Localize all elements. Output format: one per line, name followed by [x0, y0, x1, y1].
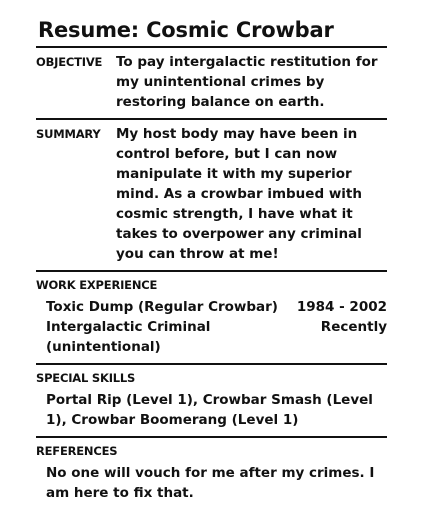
work-experience-section — [36, 272, 387, 363]
summary-label: SUMMARY — [36, 127, 101, 141]
job-role: Intergalactic Criminal (unintentional) — [46, 319, 211, 355]
work-experience-label: WORK EXPERIENCE — [36, 278, 158, 292]
summary-text: My host body may have been in control before, but I can now manipulate it with my superior mind. As a crowbar imbued with cosmic strength, I have what it takes to overpower any criminal you can throw at me! — [116, 126, 362, 262]
job-list — [36, 297, 387, 357]
job-row — [46, 317, 387, 357]
objective-text: To pay intergalactic restitution for my unintentional crimes by restoring balance on earth. — [116, 54, 378, 110]
references-label: REFERENCES — [36, 444, 118, 458]
special-skills-section — [36, 365, 387, 436]
special-skills-text: Portal Rip (Level 1), Crowbar Smash (Level 1), Crowbar Boomerang (Level 1) — [46, 392, 373, 428]
objective-section — [36, 48, 387, 118]
resume-title: Resume: Cosmic Crowbar — [38, 18, 334, 42]
summary-section — [36, 120, 387, 270]
resume-document — [36, 16, 387, 509]
job-dates: Recently — [320, 319, 387, 335]
references-text: No one will vouch for me after my crimes. I am here to fix that. — [46, 465, 375, 501]
objective-label: OBJECTIVE — [36, 55, 103, 69]
special-skills-label: SPECIAL SKILLS — [36, 371, 136, 385]
job-role: Toxic Dump (Regular Crowbar) — [46, 299, 278, 315]
job-row — [46, 297, 387, 317]
references-section — [36, 438, 387, 509]
job-dates: 1984 - 2002 — [296, 299, 387, 315]
